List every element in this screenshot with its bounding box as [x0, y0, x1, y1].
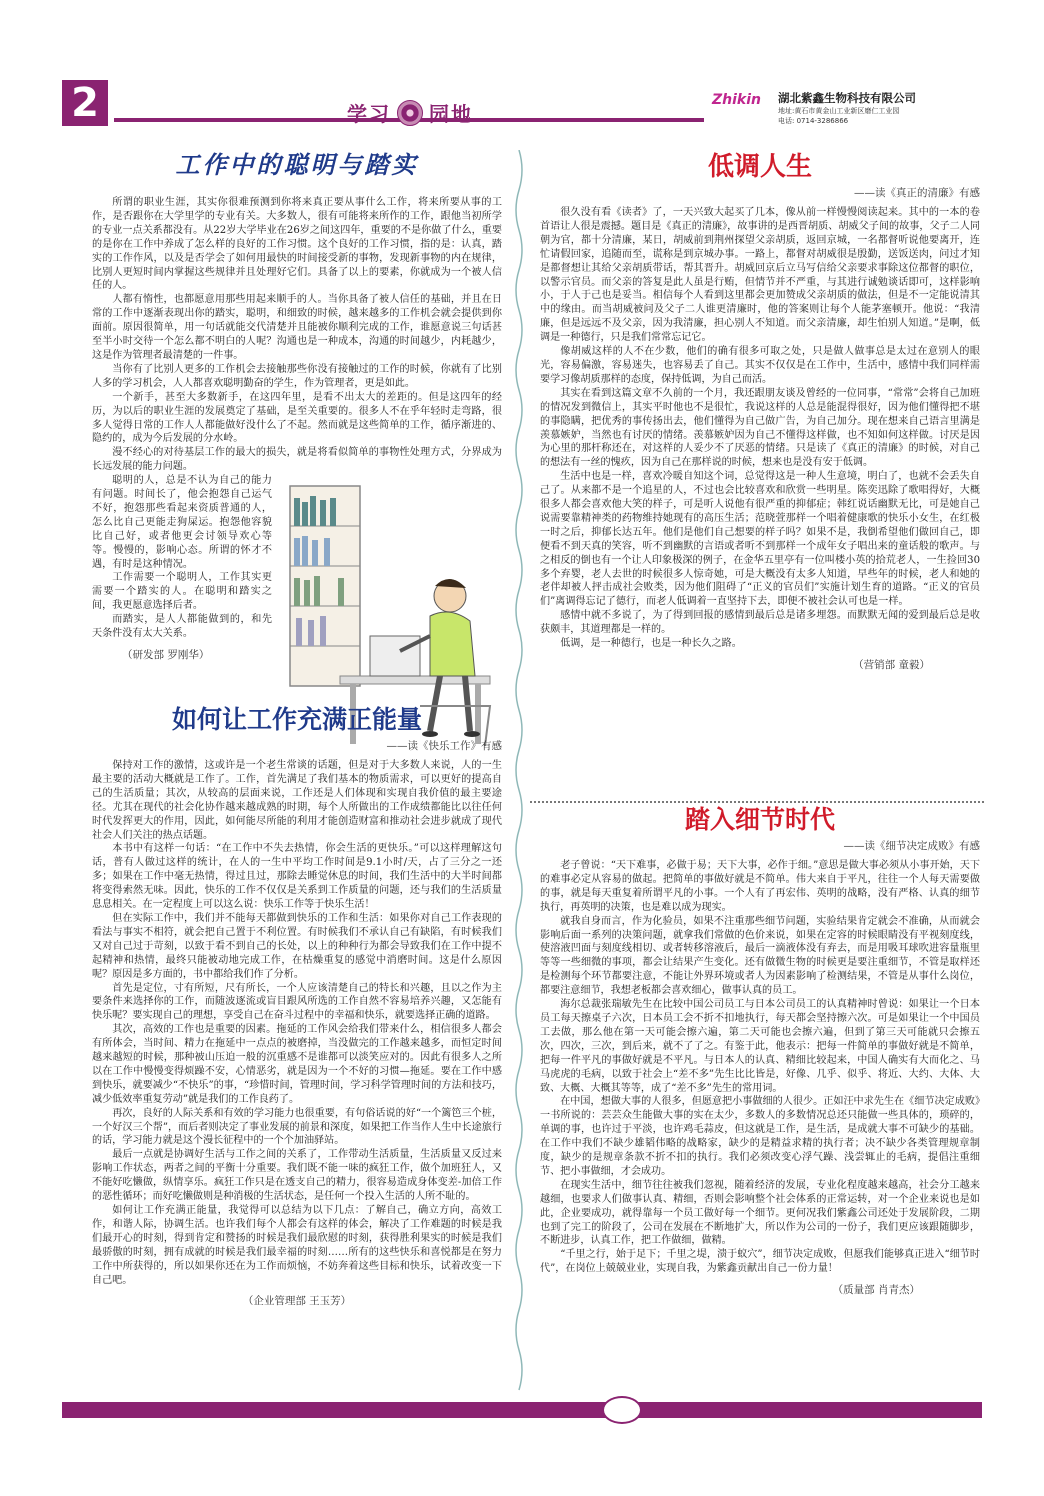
paragraph: 在中国，想做大事的人很多，但愿意把小事做细的人很少。正如汪中求先生在《细节决定成败》一书所说的：芸芸众生能做大事的实在太少，多数人的多数情况总还只能做一些具体的，琐碎的，单调的事，也许过于平淡，也许鸡毛蒜皮，但这就是工作，是生活，是成就大事不可缺少的基础。在工作中我们不缺少雄韬伟略的战略家，缺少的是精益求精的执行者；决不缺少各类管理规章制度，缺少的是规章条款不折不扣的执行。我们必须改变心浮气躁、浅尝辄止的毛病，提倡注重细节、把小事做细，才会成功。 — [540, 1096, 980, 1177]
paragraph: 生活中也是一样，喜欢冷暖自知这个词，总觉得这是一种人生意境，明白了，也就不会丢失自己了。从来都不是一个追星的人，不过也会比较喜欢和欣赏一些明星。陈奕迅除了歌唱得好，大概很多人都会喜欢他大笑的样子，可是听人说他有很严重的抑郁症；韩红说话幽默无比，可是她自己说需要靠精神类的药物维持她现有的高压生活；范晓萱那样一个唱着健康歌的快乐小女生，在红极一时之后，抑郁长达五年。他们是他们自己想要的样子吗？如果不是，我倒希望他们做回自己，即便看不到天真的笑容，听不到幽默的言语或者听不到那样一个成年女子唱出来的童话般的歌声。与之相反的倒也有一个让人印象极深的例子，在金华五里亭有一位叫楼小英的拾荒老人，一生捡回30多个弃婴，老人去世的时候很多人惊奇她，可是大概没有太多人知道，早些年的时候，老人和她的老伴却被人抨击成社会败类，因为他们阻碍了“正义的官员们”实施计划生育的道路。“正义的官员们”离调得忘记了德行，而老人低调着一直坚持下去，即便不被社会认可也是一样。 — [540, 471, 980, 608]
section-title — [347, 98, 473, 127]
paragraph: 海尔总裁张瑞敏先生在比较中国公司员工与日本公司员工的认真精神时曾说：如果让一个日本员工每天擦桌子六次，日本员工会不折不扣地执行，每天都会坚持擦六次。可是如果让一个中国员工去做，那么他在第一天可能会擦六遍，第二天可能也会擦六遍，但到了第三天可能就只会擦五次，四次，三次，到后来，就不了了之。有鉴于此，他表示：把每一件简单的事做好就是不简单，把每一件平凡的事做好就是不平凡。与日本人的认真、精细比较起来，中国人确实有大而化之、马马虎虎的毛病，以致于社会上“差不多”先生比比皆是，好像、几乎、似乎、将近、大约、大体、大致、大概、大概其等等，成了“差不多”先生的常用词。 — [540, 999, 980, 1094]
article-title: 如何让工作充满正能量 — [171, 705, 422, 734]
paragraph: 漫不经心的对待基层工作的最大的损失，就是将看似简单的事物性处理方式，分界成为长远发展的能力问题。 — [92, 447, 502, 473]
article-subtitle: ——读《细节决定成败》有感 — [843, 840, 980, 852]
paragraph: 再次，良好的人际关系和有效的学习能力也很重要，有句俗话说的好“一个篱笆三个桩，一个好汉三个帮”，而后者则决定了事业发展的前景和深度，如果把工作当作人生中长途旅行的话，学习能力就是这个漫长征程中的一个个加油驿站。 — [92, 1107, 502, 1147]
company-name: 湖北紫鑫生物科技有限公司 — [778, 91, 916, 105]
byline: （质量部 肖青杰） — [832, 1284, 920, 1297]
company-info — [778, 90, 916, 126]
paragraph: 但在实际工作中，我们并不能每天都做到快乐的工作和生活：如果你对自己工作表现的看法与事实不相符，就会把自己置于不利位置。有时候我们不承认自己有缺陷，有时候我们又对自己过于苛刻，以致于看不到自己的长处，以上的种种行为都会导致我们在工作中提不起精神和热情，最终只能被动地完成工作，在枯燥重复的感觉中消磨时间。这是什么原因呢？原因是多方面的，书中都给我们作了分析。 — [92, 912, 502, 980]
paragraph: 很久没有看《读者》了，一天兴致大起买了几本，像从前一样慢慢阅读起来。其中的一本的卷首语让人很是震撼。题目是《真正的清廉》，故事讲的是西晋胡质、胡威父子间的故事，父子二人同朝为官，都十分清廉，某日，胡威前到荆州探望父亲胡质，返回京城，一名都督听说他要离开，连忙请假回家，追随而至，谎称是到京城办事。一路上，都督对胡威很是殷勤，送饭送肉，问过才知是都督想让其给父亲胡质带话，帮其晋升。胡威回京后立马写信给父亲要求事除这位都督的职位，以警示官员。而父亲的答复是此人虽是行贿，但情节并不严重，与其进行诚勉谈话即可，这样影响小，于人于己也是妥当。相信每个人看到这里都会更加赞成父亲胡质的做法，但是不一定能说清其中的缘由。而当胡威被问及父子二人谁更清廉时，他的答案则让每个人能茅塞顿开。他说：“我清廉，但是远远不及父亲，因为我清廉，担心别人不知道。而父亲清廉，却生怕别人知道。”是啊，低调是一种德行，只是我们常常忘记它。 — [540, 207, 980, 344]
footer-ornament-icon — [602, 1396, 642, 1424]
paragraph: 其实在看到这篇文章不久前的一个月，我还跟朋友谈及曾经的一位同事，“常常”会将自己加班的情况发到微信上，其实平时他也不是很忙，我说这样的人总是能混得很好，因为他们懂得把不堪的事隐瞒，把优秀的事传扬出去，他们懂得为自己做广告，为自己加分。现在想来自己语言里满是羡慕嫉妒，当然也有讨厌的情绪。羡慕嫉妒因为自己不懂得这样做，也不知如何这样做。讨厌是因为心里的那杆称还在，对这样的人妥少不了厌恶的情绪。只是读了《真正的清廉》的时候，对自己的想法有一丝的愧疚，因为自己在那样说的时候，想来也是没有安于低调。 — [540, 387, 980, 469]
company-logo: Zhikin — [712, 92, 761, 108]
page-header — [62, 80, 982, 128]
paragraph: 人都有惰性，也都愿意用那些用起来顺手的人。当你具备了被人信任的基础，并且在日常的工作中逐渐表现出你的踏实，聪明，和细致的时候，越来越多的工作机会就会提供到你面前。原因很简单，用一句话就能交代清楚并且能被你顺利完成的工作，谁愿意说三句话甚至半小时交待一个怎么都不明白的人呢？沟通也是一种成本，沟通的时间越少，内耗越少，这是作为管理者最清楚的一件事。 — [92, 294, 502, 361]
paragraph: 感情中就不多说了，为了得到回报的感情到最后总是诸多埋怨。而默默无闻的爱到最后总是收获颇丰，其道理都是一样的。 — [540, 610, 980, 636]
article-body — [540, 859, 980, 1276]
paragraph: 像胡威这样的人不在少数，他们的确有很多可取之处，只是做人做事总是太过在意别人的眼光，容易偏激，容易迷失，也容易丢了自己。其实不仅仅是在工作中，生活中，感情中我们同样需要学习像胡质那样的态度，保持低调，为自己而活。 — [540, 346, 980, 385]
paragraph: 而踏实，是人人都能做到的，和先天条件没有太大关系。 — [92, 614, 272, 640]
byline: （营销部 童毅） — [853, 659, 930, 671]
paragraph: 老子曾说：“天下难事，必做于易；天下大事，必作于细。”意思是做大事必须从小事开始，天下的难事必定从容易的做起。把简单的事做好就是不简单。伟大来自于平凡，往往一个人每天需要做的事，就是每天重复着所谓平凡的小事。一个人有了再宏伟、英明的战略，没有严格、认真的细节执行，再英明的决策，也是难以成为现实。 — [540, 860, 980, 913]
article-body — [540, 206, 980, 651]
paragraph: 如何让工作充满正能量，我觉得可以总结为以下几点：了解自己，确立方向，高效工作，和谐人际，协调生活。也许我们每个人都会有这样的体会，解决了工作难题的时候是我们最开心的时刻，得到肯定和赞扬的时候是我们最欣慰的时刻，获得胜利果实的时候是我们最骄傲的时刻，拥有成就的时候是我们最幸福的时刻……所有的这些快乐和喜悦都是在努力工作中所获得的，所以如果你还在为工作而烦恼，不妨奔着这些目标和快乐，试着改变一下自己吧。 — [92, 1205, 502, 1286]
paragraph: 聪明的人，总是不认为自己的能力有问题。时间长了，他会抱怨自己运气不好，抱怨那些看起来资质普通的人，怎么比自己更能走狗屎运。抱怨他容貌比自己好，或者他更会讨领导欢心等等。慢慢的，影响心态。所谓的怀才不遇，有时是这种情况。 — [92, 475, 272, 570]
section-title-right: 园地 — [429, 102, 473, 126]
company-address: 地址:黄石市黄金山工业新区磨仁工业园 — [778, 107, 900, 115]
section-title-left: 学习 — [347, 102, 391, 126]
article-low-profile-life — [540, 146, 980, 672]
paragraph: 就我自身而言，作为化验员，如果不注重那些细节问题，实验结果肯定就会不准确，从而就会影响后面一系列的决策问题，就拿我们常做的色价来说，如果在定容的时候眼睛没有平视刻度线，使溶液凹面与刻度线相切、或者转移溶液后，最后一滴液体没有弃去，而是用吸耳球吹进容量瓶里等等一些细微的事项，都会让结果产生变化。还有做微生物的时候更是要注重细节，不管是取样还是检测每个环节都要注意，不能让外界环境或者人为因素影响了检测结果，不管是从事什么岗位，都要注意细节，我想老板都会喜欢细心，做事认真的员工。 — [540, 915, 980, 997]
paragraph: 低调，是一种德行，也是一种长久之路。 — [560, 638, 742, 650]
vine-divider — [513, 150, 525, 1496]
article-title: 工作中的聪明与踏实 — [175, 151, 419, 179]
article-detail-era — [540, 800, 980, 1297]
paragraph: 在现实生活中，细节往往被我们忽视，随着经济的发展，专业化程度越来越高，社会分工越来越细，也要求人们做事认真、精细，否则会影响整个社会体系的正常运转，对一个企业来说也是如此，企业要成功，就得靠每一个员工做好每一个细节。更何况我们紫鑫公司还处于发展阶段，二期也到了完工的阶段了，公司在发展在不断地扩大，所以作为公司的一份子，我们更应该跟随脚步，不断进步，认真工作，把工作做细，做精。 — [540, 1179, 980, 1247]
paragraph: 所谓的职业生涯，其实你很难预测到你将来真正要从事什么工作，将来所要从事的工作，是否跟你在大学里学的专业有关。大多数人，很有可能将来所作的工作，跟他当初所学的专业一点关系都没有。从22岁大学毕业在26岁之间这四年，重要的不是你做了什么，重要的是你在工作中养成了怎么样的良好的工作习惯。这个良好的工作习惯，指的是：认真，踏实的工作作风，以及是否学会了如何用最快的时间接受新的事物，发现新事物的内在规律，比别人更短时间内掌握这些规律并且处理好它们。具备了以上的要素，你就成为一个被人信任的人。 — [92, 197, 502, 292]
paragraph: 工作需要一个聪明人，工作其实更需要一个踏实的人。在聪明和踏实之间，我更愿意选择后者。 — [92, 572, 272, 612]
paragraph: 保持对工作的激情，这或许是一个老生常谈的话题，但是对于大多数人来说，人的一生最主要的活动大概就是工作了。工作，首先满足了我们基本的物质需求，可以更好的提高自己的生活质量；其次，从较高的层面来说，工作还是人们体现和实现自我价值的最主要途径。尤其在现代的社会化协作越来越成熟的时期，每个人所做出的工作成绩都能比以往任何时代发挥更大的作用，因此，如何能尽所能的利用才能创造财富和推动社会进步就成了现代社会人们关注的热点话题。 — [92, 760, 502, 841]
paragraph: 当你有了比别人更多的工作机会去接触那些你没有接触过的工作的时候，你就有了比别人多的学习机会，人人都喜欢聪明勤奋的学生，作为管理者，更是如此。 — [92, 363, 502, 389]
paragraph: 一个新手，甚至大多数新手，在这四年里，是看不出太大的差距的。但是这四年的经历，为以后的职业生涯的发展奠定了基础，是至关重要的。很多人不在乎年轻时走弯路，很多人觉得日常的工作人人都能做好没什么了不起。然而就是这些简单的工作，循序渐进的、隐约的，成为今后发展的分水岭。 — [92, 391, 502, 445]
byline: （企业管理部 王玉芳） — [242, 1295, 352, 1308]
article-title: 踏入细节时代 — [684, 805, 835, 834]
article-subtitle: ——读《真正的清廉》有感 — [854, 187, 980, 199]
paragraph: 其次，高效的工作也是重要的因素。拖延的工作风会给我们带来什么，相信很多人都会有所体会，当时间、精力在拖延中一点点的被磨掉，当没做完的工作越来越多，而恒定时间越来越短的时候，那种被山压迫一般的沉重感不是谁都可以淡笑应对的。因此有很多人之所以在工作中慢慢变得烦躁不安，心情恶劣，就是因为一个不好的习惯—拖延。要在工作中感到快乐，就要减少“不快乐”的事，“珍惜时间，管理时间，学习科学管理时间的方法和技巧，减少低效率重复劳动”就是我们的工作良药了。 — [92, 1024, 502, 1105]
paragraph: 最后一点就是协调好生活与工作之间的关系了，工作带动生活质量，生活质量又反过来影响工作状态，两者之间的平衡十分重要。我们既不能一味的疯狂工作，做个加班狂人，又不能好吃懒做，纵情享乐。疯狂工作只是在透支自己的精力，很容易造成身体变差-加倍工作的恶性循环；而好吃懒做则是种消极的生活状态，是任何一个投入生活的人所不耻的。 — [92, 1149, 502, 1203]
flower-emblem-icon — [397, 100, 423, 126]
paragraph: 本书中有这样一句话：“在工作中不失去热情，你会生活的更快乐。”可以这样理解这句话，普有人做过这样的统计，在人的一生中平均工作时间是9.1小时/天，占了三分之一还多；如果在工作中毫无热情，得过且过，那除去睡觉休息的时间，我们生活中的大半时间都将变得索然无味。因此，快乐的工作不仅仅是关系到工作质量的问题，还与我们的生活质量息息相关。在一定程度上可以这么说：快乐工作等于快乐生活！ — [92, 843, 502, 911]
article-body — [92, 759, 502, 1287]
footer-bar — [62, 1402, 982, 1418]
article-subtitle: ——读《快乐工作》有感 — [386, 740, 502, 752]
company-phone: 电话: 0714-3286866 — [778, 117, 849, 125]
article-positive-energy — [92, 700, 502, 1308]
page-number: 2 — [62, 80, 108, 126]
article-smart-and-steady — [92, 145, 502, 758]
paragraph: “千里之行，始于足下；千里之堤，溃于蚁穴”，细节决定成败，但愿我们能够真正进入“细节时代”，在岗位上兢兢业业，实现自我，为紫鑫贡献出自己一份力量！ — [540, 1249, 980, 1275]
paragraph: 首先是定位，寸有所短，尺有所长，一个人应该清楚自己的特长和兴趣，且以之作为主要条件来选择你的工作，而随波逐流或盲目跟风所选的工作自然不容易培养兴趣，又怎能有快乐呢？要实现自己的理想，享受自己在奋斗过程中的幸福和快乐，就要选择正确的道路。 — [92, 982, 502, 1022]
byline: （研发部 罗刚华） — [122, 649, 210, 661]
article-body — [92, 196, 502, 641]
article-title: 低调人生 — [707, 152, 812, 182]
